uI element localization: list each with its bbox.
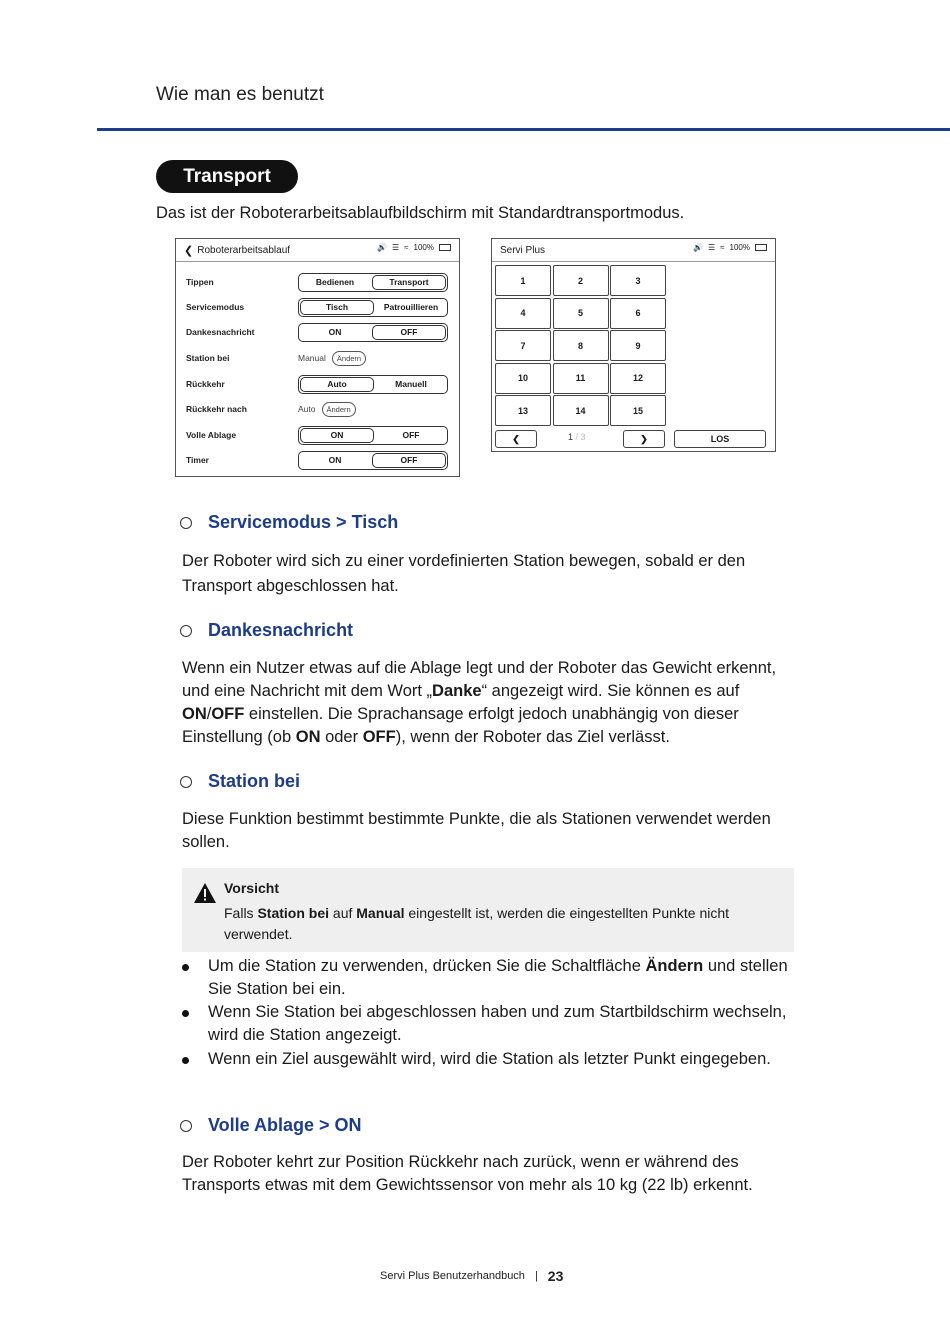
page-current: 1 bbox=[568, 432, 574, 442]
page-footer bbox=[380, 1268, 563, 1284]
page-header-title: Wie man es benutzt bbox=[156, 84, 324, 105]
list-item: Wenn Sie Station bei abgeschlossen haben und zum Startbildschirm wechseln, wird die Station angezeigt. bbox=[182, 1001, 797, 1047]
screen-topbar bbox=[176, 239, 459, 262]
segmented-toggle bbox=[298, 298, 448, 317]
setting-value: Manual bbox=[298, 353, 326, 363]
setting-label: Dankesnachricht bbox=[186, 327, 255, 337]
toggle-option[interactable]: ON bbox=[300, 428, 374, 443]
destination-key[interactable]: 11 bbox=[553, 363, 609, 394]
destination-key[interactable]: 14 bbox=[553, 395, 609, 426]
destination-key[interactable]: 12 bbox=[610, 363, 666, 394]
page-indicator bbox=[568, 432, 586, 442]
destination-key[interactable]: 15 bbox=[610, 395, 666, 426]
status-bar bbox=[377, 243, 451, 252]
prev-page-button[interactable] bbox=[495, 430, 537, 448]
setting-label: Rückkehr bbox=[186, 379, 225, 389]
volume-icon: 🔊 bbox=[377, 243, 387, 252]
section-text: Der Roboter kehrt zur Position Rückkehr nach zurück, wenn er während des Transports etwas mit dem Gewichtssensor von mehr als 10 kg (22 lb) erkennt. bbox=[182, 1153, 753, 1194]
go-button[interactable]: LOS bbox=[674, 430, 766, 448]
toggle-option[interactable]: Manuell bbox=[395, 379, 427, 389]
page-total: 3 bbox=[580, 432, 586, 442]
chevron-right-icon: ❯ bbox=[640, 433, 648, 444]
toggle-option[interactable]: OFF bbox=[372, 453, 446, 468]
back-arrow-icon[interactable]: ❮ bbox=[184, 244, 194, 257]
footer-separator: | bbox=[534, 1270, 538, 1282]
segmented-toggle bbox=[298, 426, 448, 445]
toggle-option[interactable]: ON bbox=[328, 327, 342, 337]
section-heading bbox=[180, 1115, 362, 1136]
bullet-icon bbox=[182, 1010, 189, 1017]
warning-icon bbox=[193, 882, 217, 904]
destination-keypad-screen bbox=[491, 238, 776, 452]
screen-title: Servi Plus bbox=[500, 244, 546, 256]
battery-percent: 100% bbox=[413, 243, 434, 252]
segmented-toggle bbox=[298, 451, 448, 470]
destination-key[interactable]: 1 bbox=[495, 265, 551, 296]
setting-label: Volle Ablage bbox=[186, 430, 237, 440]
destination-key[interactable]: 13 bbox=[495, 395, 551, 426]
section-text: Wenn ein Nutzer etwas auf die Ablage legt und der Roboter das Gewicht erkennt, und eine Nachricht mit dem Wort „Danke“ angezeigt wird. Sie können es auf ON/OFF einstellen. Die Sprachansage erfolgt jedoch unabhängig von dieser Einstellung (ob ON oder OFF), wenn der Roboter das Ziel verlässt. bbox=[182, 659, 777, 746]
setting-label: Timer bbox=[186, 455, 209, 465]
header-divider bbox=[97, 128, 950, 131]
section-pill: Transport bbox=[156, 160, 298, 193]
section-title: Station bei bbox=[208, 771, 301, 791]
screen-title: Roboterarbeitsablauf bbox=[197, 244, 291, 256]
section-heading bbox=[180, 512, 398, 533]
battery-icon bbox=[755, 244, 767, 251]
circle-bullet-icon bbox=[180, 776, 192, 788]
section-text: Der Roboter wird sich zu einer vordefinierten Station bewegen, sobald er den Transport abgeschlossen hat. bbox=[182, 552, 746, 595]
battery-percent: 100% bbox=[729, 243, 750, 252]
destination-key[interactable]: 6 bbox=[610, 298, 666, 329]
caution-title: Vorsicht bbox=[224, 880, 279, 896]
screen-topbar bbox=[492, 239, 775, 262]
tray-icon: ☰ bbox=[391, 243, 400, 252]
toggle-option[interactable]: OFF bbox=[372, 325, 446, 340]
bullet-icon bbox=[182, 964, 189, 971]
segmented-toggle bbox=[298, 273, 448, 292]
list-item: Wenn ein Ziel ausgewählt wird, wird die Station als letzter Punkt eingegeben. bbox=[182, 1048, 797, 1071]
destination-key[interactable]: 8 bbox=[553, 330, 609, 361]
bullet-icon bbox=[182, 1057, 189, 1064]
change-button[interactable]: Ändern bbox=[332, 351, 366, 366]
circle-bullet-icon bbox=[180, 1120, 192, 1132]
section-title: Dankesnachricht bbox=[208, 620, 354, 640]
tray-icon: ☰ bbox=[707, 243, 716, 252]
setting-label: Servicemodus bbox=[186, 302, 245, 312]
caution-box bbox=[182, 868, 794, 952]
footer-doc-title: Servi Plus Benutzerhandbuch bbox=[380, 1270, 525, 1282]
setting-label: Tippen bbox=[186, 277, 214, 287]
setting-row bbox=[186, 374, 449, 394]
destination-key[interactable]: 2 bbox=[553, 265, 609, 296]
wifi-icon: ≈ bbox=[404, 243, 409, 252]
setting-row bbox=[186, 425, 449, 445]
wifi-icon: ≈ bbox=[720, 243, 725, 252]
setting-label: Rückkehr nach bbox=[186, 404, 247, 414]
battery-icon bbox=[439, 244, 451, 251]
setting-value: Auto bbox=[298, 404, 316, 414]
status-bar bbox=[693, 243, 767, 252]
volume-icon: 🔊 bbox=[693, 243, 703, 252]
chevron-left-icon: ❮ bbox=[512, 433, 520, 444]
toggle-option[interactable]: ON bbox=[328, 455, 342, 465]
toggle-option[interactable]: Bedienen bbox=[315, 277, 355, 287]
segmented-toggle bbox=[298, 323, 448, 342]
circle-bullet-icon bbox=[180, 517, 192, 529]
setting-row bbox=[186, 399, 449, 419]
toggle-option[interactable]: OFF bbox=[402, 430, 420, 440]
setting-row bbox=[186, 272, 449, 292]
segmented-toggle bbox=[298, 375, 448, 394]
workflow-settings-screen bbox=[175, 238, 460, 477]
destination-key[interactable]: 10 bbox=[495, 363, 551, 394]
toggle-option[interactable]: Patrouillieren bbox=[383, 302, 439, 312]
list-item: Um die Station zu verwenden, drücken Sie die Schaltfläche Ändern und stellen Sie Station bei ein. bbox=[182, 955, 797, 1001]
section-title: Volle Ablage > ON bbox=[208, 1115, 362, 1135]
next-page-button[interactable] bbox=[623, 430, 665, 448]
section-text: Diese Funktion bestimmt bestimmte Punkte, die als Stationen verwendet werden sollen. bbox=[182, 810, 771, 851]
destination-key[interactable]: 4 bbox=[495, 298, 551, 329]
circle-bullet-icon bbox=[180, 625, 192, 637]
destination-key[interactable]: 7 bbox=[495, 330, 551, 361]
caution-text: Falls Station bei auf Manual eingestellt ist, werden die eingestellten Punkte nicht verwendet. bbox=[224, 905, 730, 942]
toggle-option[interactable]: Transport bbox=[372, 275, 446, 290]
toggle-option[interactable]: Auto bbox=[300, 377, 374, 392]
setting-row bbox=[186, 450, 449, 470]
section-heading bbox=[180, 620, 353, 641]
toggle-option[interactable]: Tisch bbox=[300, 300, 374, 315]
setting-label: Station bei bbox=[186, 353, 230, 363]
destination-key[interactable]: 5 bbox=[553, 298, 609, 329]
setting-row bbox=[186, 322, 449, 342]
setting-row bbox=[186, 297, 449, 317]
intro-text: Das ist der Roboterarbeitsablaufbildschirm mit Standardtransportmodus. bbox=[156, 204, 685, 222]
page-number: 23 bbox=[547, 1268, 564, 1284]
destination-key[interactable]: 3 bbox=[610, 265, 666, 296]
destination-key[interactable]: 9 bbox=[610, 330, 666, 361]
setting-row bbox=[186, 348, 449, 368]
change-button[interactable]: Ändern bbox=[322, 402, 356, 417]
section-heading bbox=[180, 771, 300, 792]
section-title: Servicemodus > Tisch bbox=[208, 512, 399, 532]
page-sep: / bbox=[573, 432, 581, 442]
